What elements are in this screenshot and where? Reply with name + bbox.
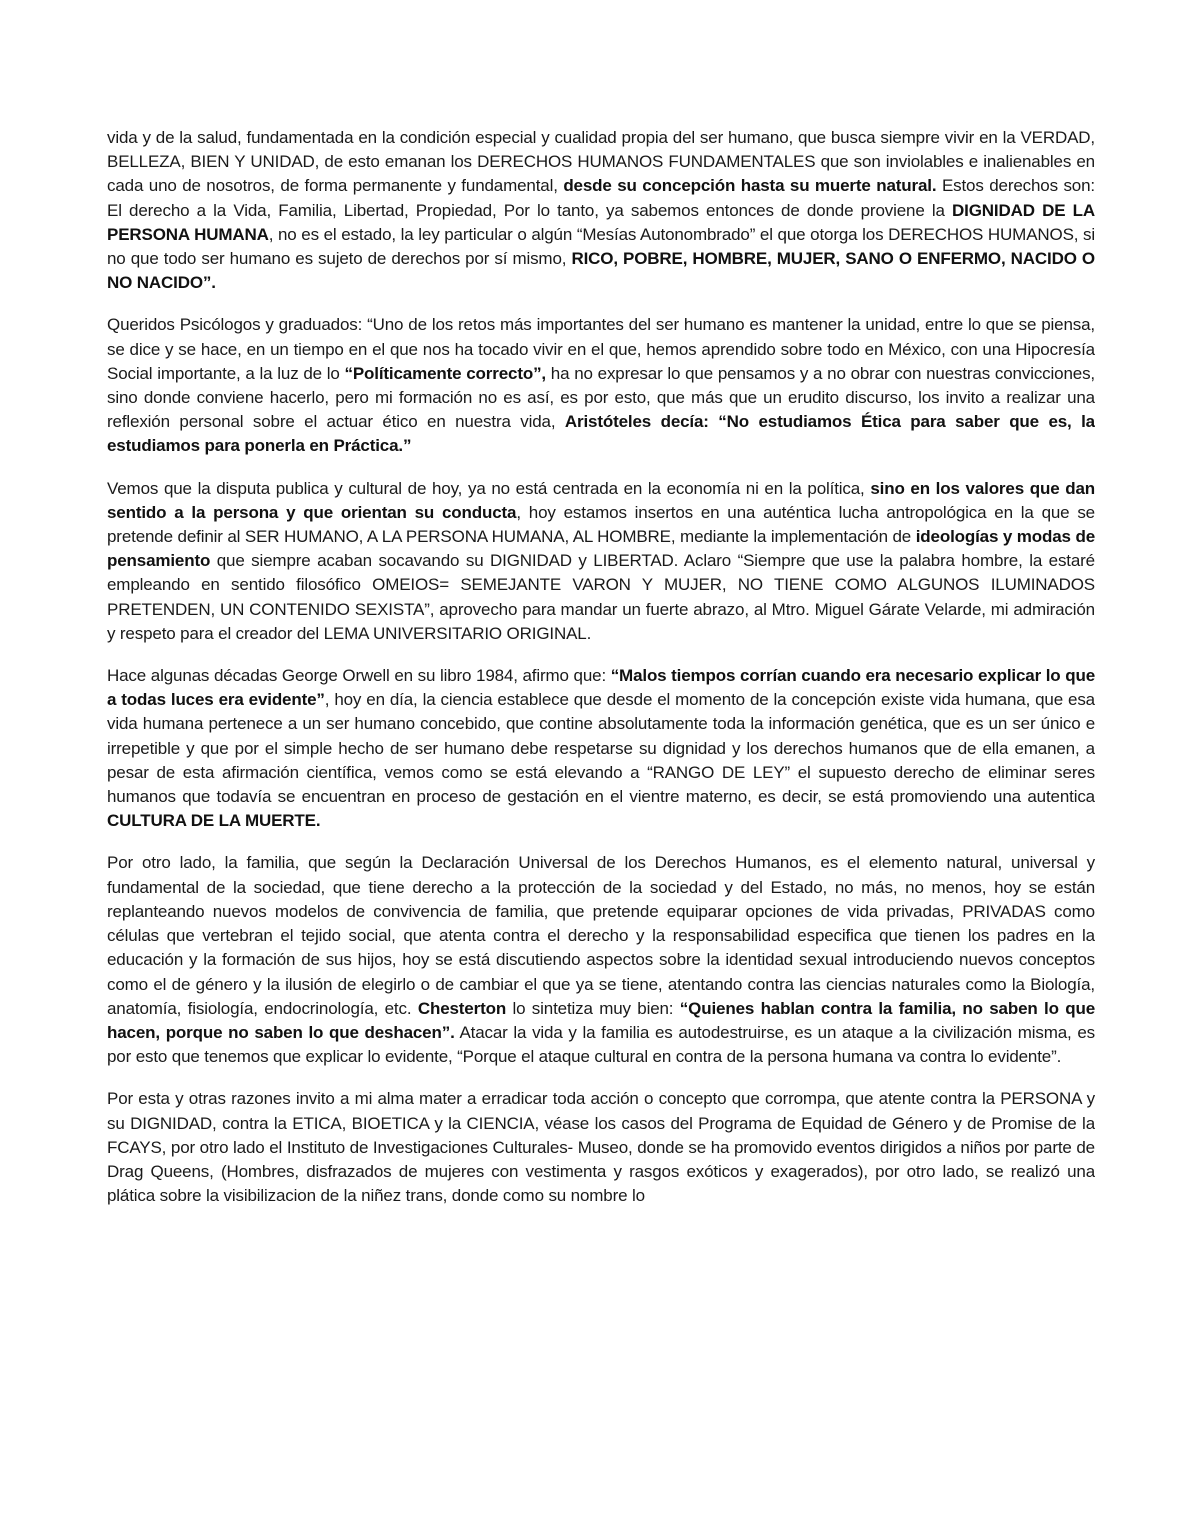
paragraph-text: , no es el estado, la ley particular o algún “Mesías Autonombrado” el que otorga los DERECHOS HUMANOS, si no que todo ser humano es sujeto de derechos por sí mismo,: [107, 224, 1095, 269]
bold-text: desde su concepción hasta su muerte natural.: [563, 176, 937, 196]
paragraph-3: [107, 477, 1095, 646]
bold-text: sino en los valores que dan sentido a la persona y que orientan su conducta: [107, 478, 1095, 522]
paragraph-text: Vemos que la disputa publica y cultural de hoy, ya no está centrada en la economía ni en la política,: [107, 478, 871, 498]
paragraph-text: ha no expresar lo que pensamos y a no obrar con nuestras convicciones, sino donde conviene hacerlo, pero mi formación no es así, es por esto, que más que un erudito discurso, los invito a realizar una reflexión personal sobre el actuar ético en nuestra vida,: [107, 363, 1095, 432]
bold-text: Aristóteles decía: “No estudiamos Ética para saber que es, la estudiamos para ponerla en Práctica.”: [107, 412, 1095, 456]
paragraph-text: Hace algunas décadas George Orwell en su libro 1984, afirmo que:: [107, 666, 611, 686]
bold-text: ideologías y modas de pensamiento: [107, 527, 1095, 571]
paragraph-1: [107, 126, 1095, 295]
bold-text: “Políticamente correcto”,: [344, 363, 546, 383]
paragraph-text: vida y de la salud, fundamentada en la condición especial y cualidad propia del ser humano, que busca siempre vivir en la VERDAD, BELLEZA, BIEN Y UNIDAD, de esto emanan los DERECHOS HUMANOS FUNDAMENTALES que son inviolables e inalienables en cada uno de nosotros, de forma permanente y fundamental,: [107, 128, 1095, 196]
bold-text: Chesterton: [417, 998, 507, 1018]
paragraph-6: [107, 1087, 1095, 1208]
paragraph-text: Queridos Psicólogos y graduados: “Uno de los retos más importantes del ser humano es mantener la unidad, entre lo que se piensa, se dice y se hace, en un tiempo en el que nos ha tocado vivir en el que, hemos aprendido sobre todo en México, con una Hipocresía Social importante, a la luz de lo: [107, 315, 1095, 383]
paragraph-text: Atacar la vida y la familia es autodestruirse, es un ataque a la civilización misma, es por esto que tenemos que explicar lo evidente, “Porque el ataque cultural en contra de la persona humana va contra lo evidente”.: [107, 1022, 1095, 1067]
paragraph-text: Por otro lado, la familia, que según la Declaración Universal de los Derechos Humanos, es el elemento natural, universal y fundamental de la sociedad, que tiene derecho a la protección de la sociedad y del Estado, no más, no menos, hoy se están replanteando nuevos modelos de convivencia de familia, que pretende equiparar opciones de vida privadas, PRIVADAS como células que vertebran el tejido social, que atenta contra el derecho y la responsabilidad especifica que tienen los padres en la educación y la formación de sus hijos, hoy se está discutiendo aspectos sobre la identidad sexual introduciendo nuevos conceptos como el de género y la ilusión de elegirlo o de cambiar el que ya se tiene, atentando contra las ciencias naturales como la Biología, anatomía, fisiología, endocrinología, etc.: [107, 853, 1095, 1018]
paragraph-text: lo sintetiza muy bien:: [506, 998, 680, 1018]
paragraph-2: [107, 313, 1095, 458]
paragraph-text: Estos derechos son: El derecho a la Vida, Familia, Libertad, Propiedad, Por lo tanto, ya sabemos entonces de donde proviene la: [107, 176, 1095, 220]
bold-text: “Malos tiempos corrían cuando era necesario explicar lo que a todas luces era evidente”: [107, 666, 1095, 710]
paragraph-text: Por esta y otras razones invito a mi alma mater a erradicar toda acción o concepto que corrompa, que atente contra la PERSONA y su DIGNIDAD, contra la ETICA, BIOETICA y la CIENCIA, véase los casos del Programa de Equidad de Género y de Promise de la FCAYS, por otro lado el Instituto de Investigaciones Culturales- Museo, donde se ha promovido eventos dirigidos a niños por parte de Drag Queens, (Hombres, disfrazados de mujeres con vestimenta y rasgos exóticos y exagerados), por otro lado, se realizó una plática sobre la visibilizacion de la niñez trans, donde como su nombre lo: [107, 1089, 1095, 1206]
bold-text: RICO, POBRE, HOMBRE, MUJER, SANO O ENFERMO, NACIDO O NO NACIDO”.: [107, 249, 1095, 293]
paragraph-text: que siempre acaban socavando su DIGNIDAD y LIBERTAD. Aclaro “Siempre que use la palabra hombre, la estaré empleando en sentido filosófico OMEIOS= SEMEJANTE VARON Y MUJER, NO TIENE COMO ALGUNOS ILUMINADOS PRETENDEN, UN CONTENIDO SEXISTA”, aprovecho para mandar un fuerte abrazo, al Mtro. Miguel Gárate Velarde, mi admiración y respeto para el creador del LEMA UNIVERSITARIO ORIGINAL.: [107, 551, 1095, 643]
paragraph-5: [107, 851, 1095, 1069]
bold-text: DIGNIDAD DE LA PERSONA HUMANA: [107, 200, 1095, 244]
paragraph-4: [107, 664, 1095, 833]
paragraph-text: , hoy en día, la ciencia establece que desde el momento de la concepción existe vida humana, que esa vida humana pertenece a un ser humano concebido, que contine absolutamente toda la información genética, que es un ser único e irrepetible y que por el simple hecho de ser humano debe respetarse su dignidad y los derechos humanos que de ella emanen, a pesar de esta afirmación científica, vemos como se está elevando a “RANGO DE LEY” el supuesto derecho de eliminar seres humanos que todavía se encuentran en proceso de gestación en el vientre materno, es decir, se está promoviendo una autentica: [107, 690, 1095, 807]
bold-text: CULTURA DE LA MUERTE.: [107, 811, 321, 831]
bold-text: “Quienes hablan contra la familia, no saben lo que hacen, porque no saben lo que deshacen”.: [107, 998, 1095, 1042]
paragraph-text: , hoy estamos insertos en una auténtica lucha antropológica en la que se pretende definir al SER HUMANO, A LA PERSONA HUMANA, AL HOMBRE, mediante la implementación de: [107, 502, 1095, 547]
document-page: [107, 126, 1095, 1506]
